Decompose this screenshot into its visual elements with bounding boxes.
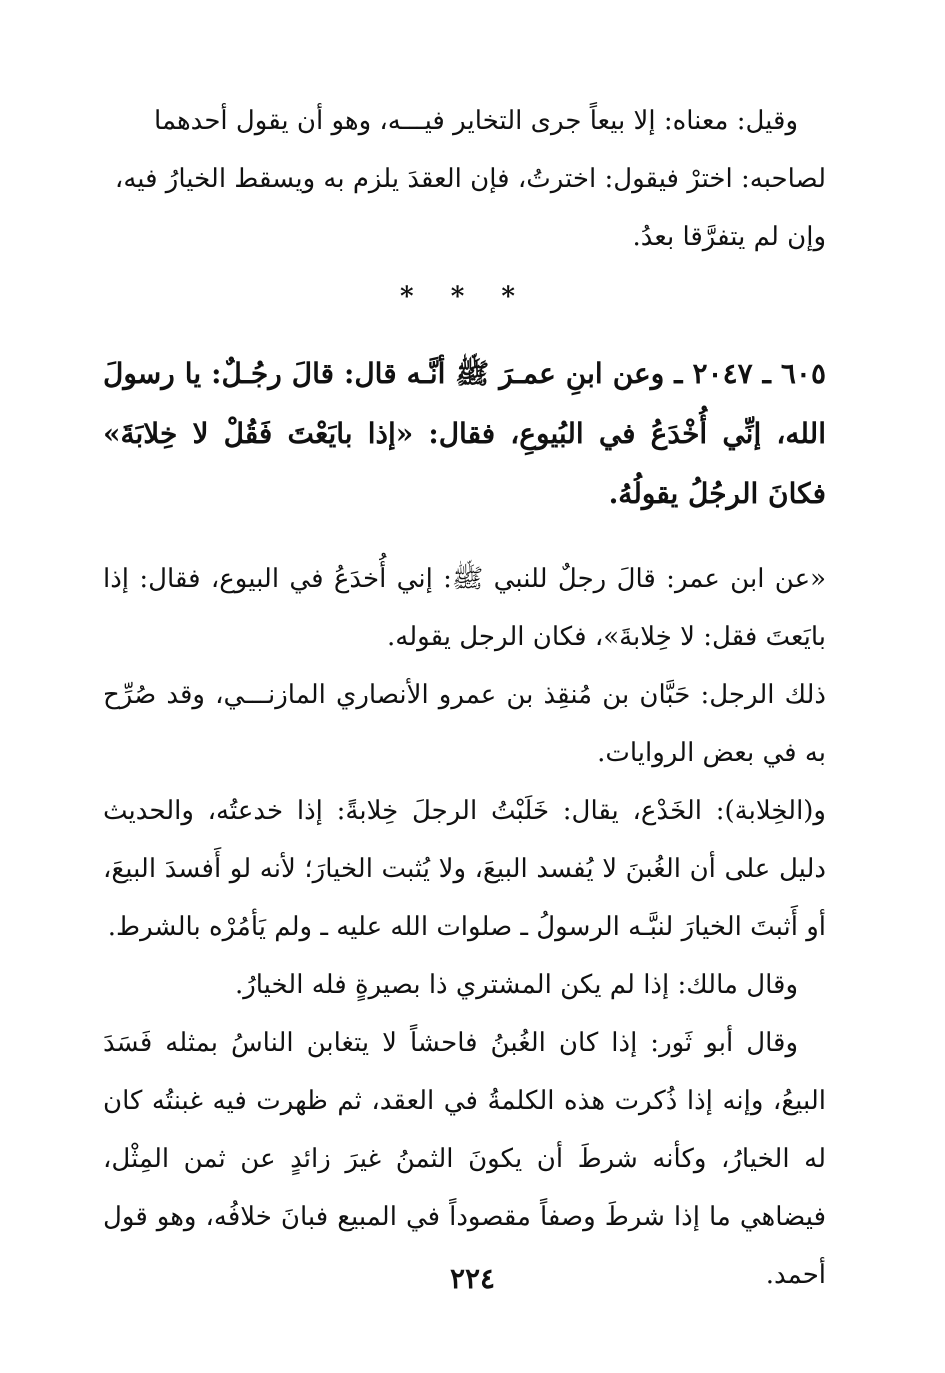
page-body [103,92,826,1304]
top-paragraph: وقيل: معناه: إلا بيعاً جرى التخاير فيـــه، وهو أن يقول أحدهما لصاحبه: اخترْ فيقول: اخترتُ، فإن العقدَ يلزم به ويسقط الخيارُ فيه، وإن لم يتفرَّقا بعدُ. [114,106,826,252]
hadith-text: ٦٠٥ ـ ٢٠٤٧ ـ وعن ابنِ عمـرَ ﷺ أنَّـه قال: قالَ رجُـلٌ: يا رسولَ الله، إنِّي أُخْدَعُ في البُيوعِ، فقال: «إذا بايَعْتَ فَقُلْ لا خِلابَةَ» فكانَ الرجُلُ يقولُهُ. [103,357,826,510]
section-separator: * * * [400,282,529,312]
commentary-paragraph: «عن ابن عمر: قالَ رجلٌ للنبي ﷺ: إني أُخدَعُ في البيوع، فقال: إذا بايَعتَ فقل: لا خِلابةَ»، فكان الرجل يقوله. [103,564,826,652]
commentary-paragraph: و(الخِلابة): الخَدْع، يقال: خَلَبْتُ الرجلَ خِلابةً: إذا خدعتُه، والحديث دليل على أن الغُبنَ لا يُفسد البيعَ، ولا يُثبت الخيارَ؛ لأنه لو أَفسدَ البيعَ، أو أَثبتَ الخيارَ لنبَّـه الرسولُ ـ صلوات الله عليه ـ ولم يَأمُرْه بالشرط. [103,796,826,942]
commentary [103,550,826,1304]
page-number: ٢٢٤ [449,1262,496,1295]
commentary-paragraph: وقال مالك: إذا لم يكن المشتري ذا بصيرةٍ فله الخيارُ. [234,970,798,1000]
commentary-paragraph: وقال أبو ثَور: إذا كان الغُبنُ فاحشاً لا يتغابن الناسُ بمثله فَسَدَ البيعُ، وإنه إذا ذُكرت هذه الكلمةُ في العقد، ثم ظهرت فيه غبنتُه كان له الخيارُ، وكأنه شرطَ أن يكونَ الثمنُ غيرَ زائدٍ عن ثمن المِثْل، فيضاهي ما إذا شرطَ وصفاً مقصوداً في المبيع فبانَ خلافُه، وهو قول أحمد. [103,1028,826,1290]
commentary-paragraph: ذلك الرجل: حَبَّان بن مُنقِذ بن عمرو الأنصاري المازنـــي، وقد صُرِّح به في بعض الروايات. [103,680,826,768]
